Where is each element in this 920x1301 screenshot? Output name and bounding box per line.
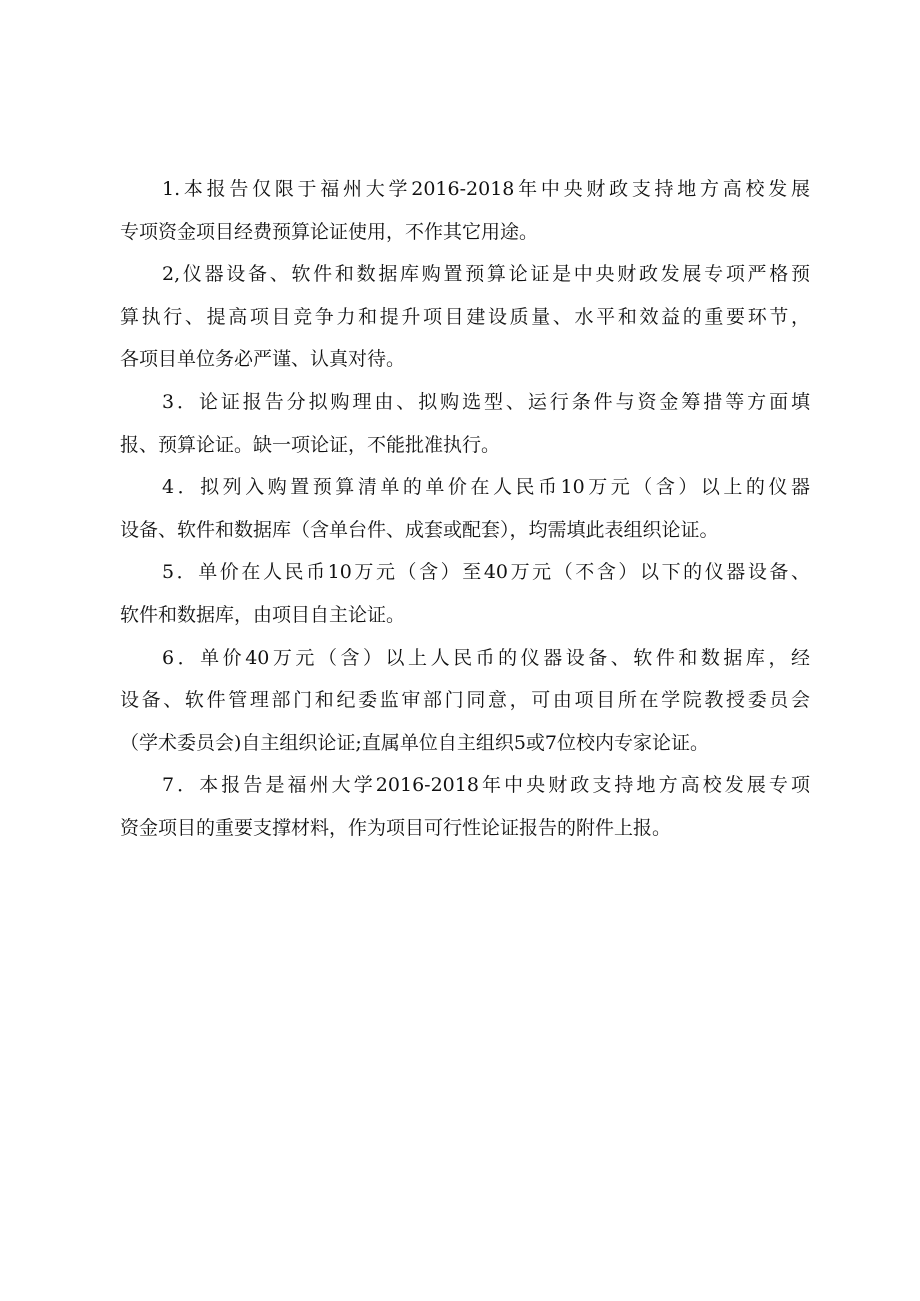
note-line: （学术委员会)自主组织论证;直属单位自主组织5或7位校内专家论证。 bbox=[120, 731, 709, 754]
note-line: 7．本报告是福州大学2016-2018年中央财政支持地方高校发展专项 bbox=[162, 774, 810, 797]
note-line: 5．单价在人民币10万元（含）至40万元（不含）以下的仪器设备、 bbox=[162, 561, 810, 584]
note-line: 6．单价40万元（含）以上人民币的仪器设备、软件和数据库，经 bbox=[162, 646, 810, 669]
note-item-1 bbox=[120, 168, 810, 253]
notes-list bbox=[120, 168, 810, 850]
note-line: 设备、软件管理部门和纪委监审部门同意，可由项目所在学院教授委员会 bbox=[120, 689, 810, 712]
note-line: 设备、软件和数据库（含单台件、成套或配套），均需填此表组织论证。 bbox=[120, 518, 719, 541]
note-line: 3．论证报告分拟购理由、拟购选型、运行条件与资金筹措等方面填 bbox=[162, 390, 810, 413]
note-line: 2,仪器设备、软件和数据库购置预算论证是中央财政发展专项严格预 bbox=[162, 263, 810, 286]
note-item-2 bbox=[120, 253, 810, 381]
note-item-7 bbox=[120, 764, 810, 849]
note-line: 报、预算论证。缺一项论证，不能批准执行。 bbox=[120, 433, 501, 456]
note-line: 4．拟列入购置预算清单的单价在人民币10万元（含）以上的仪器 bbox=[162, 476, 810, 499]
note-line: 专项资金项目经费预算论证使用，不作其它用途。 bbox=[120, 220, 539, 243]
note-item-3 bbox=[120, 381, 810, 466]
note-line: 算执行、提高项目竞争力和提升项目建设质量、水平和效益的重要环节， bbox=[120, 305, 810, 328]
note-line: 资金项目的重要支撑材料，作为项目可行性论证报告的附件上报。 bbox=[120, 816, 672, 839]
note-item-6 bbox=[120, 637, 810, 765]
note-item-5 bbox=[120, 551, 810, 636]
note-item-4 bbox=[120, 466, 810, 551]
note-line: 软件和数据库，由项目自主论证。 bbox=[120, 603, 406, 626]
note-line: 1.本报告仅限于福州大学2016-2018年中央财政支持地方高校发展 bbox=[162, 178, 810, 200]
note-line: 各项目单位务必严谨、认真对待。 bbox=[120, 348, 406, 371]
